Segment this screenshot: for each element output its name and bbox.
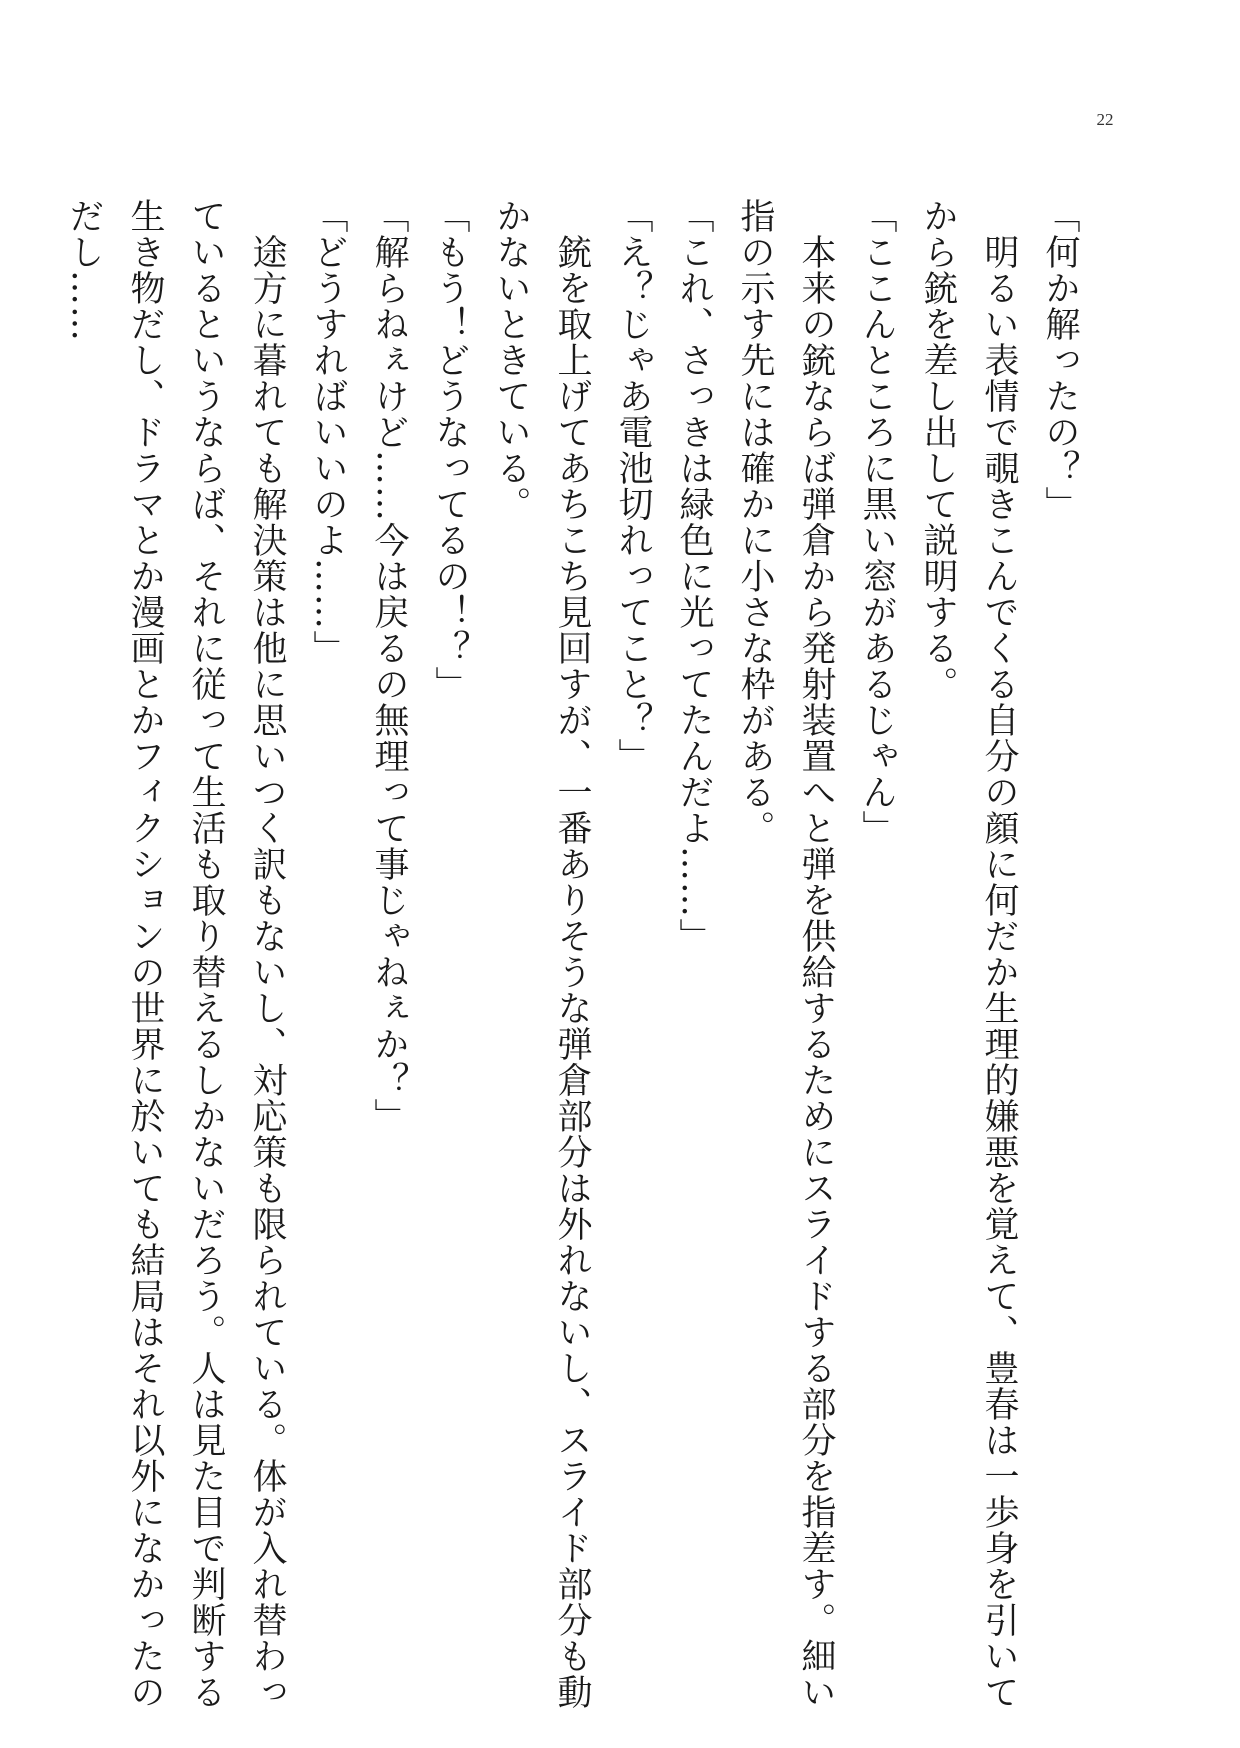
text-line: 「何か解ったの？」 [1040,198,1080,522]
text-line: 「どうすればいいのよ……」 [308,198,348,666]
text-line: 銃を取上げてあちこち見回すが、一番ありそうな弾倉部分は外れないし、スライド部分も動 [552,198,592,1710]
text-line: ているというならば、それに従って生活も取り替えるしかないだろう。人は見た目で判断する [186,198,226,1710]
text-line: だし…… [64,198,104,342]
text-line: 「これ、さっきは緑色に光ってたんだよ……」 [674,198,714,954]
text-line: 本来の銃ならば弾倉から発射装置へと弾を供給するためにスライドする部分を指差す。細い [796,198,836,1710]
text-line: 明るい表情で覗きこんでくる自分の顔に何だか生理的嫌悪を覚えて、豊春は一歩身を引いて [979,198,1019,1710]
text-line: 「ここんところに黒い窓があるじゃん」 [857,198,897,846]
text-line: 指の示す先には確かに小さな枠がある。 [735,198,775,846]
page-number: 22 [1096,110,1114,129]
text-line: から銃を差し出して説明する。 [918,198,958,702]
text-line: 「え？じゃあ電池切れってこと？」 [613,198,653,774]
text-line: 途方に暮れても解決策は他に思いつく訳もないし、対応策も限られている。体が入れ替わっ [247,198,287,1710]
vertical-text-body [53,198,1090,1710]
text-line: 生き物だし、ドラマとか漫画とかフィクションの世界に於いても結局はそれ以外になかったの [125,198,165,1710]
text-line: 「もう！どうなってるの！？」 [430,198,470,702]
text-line: かないときている。 [491,198,531,522]
text-line: 「解らねぇけど……今は戻るの無理って事じゃねぇか？」 [369,198,409,1134]
